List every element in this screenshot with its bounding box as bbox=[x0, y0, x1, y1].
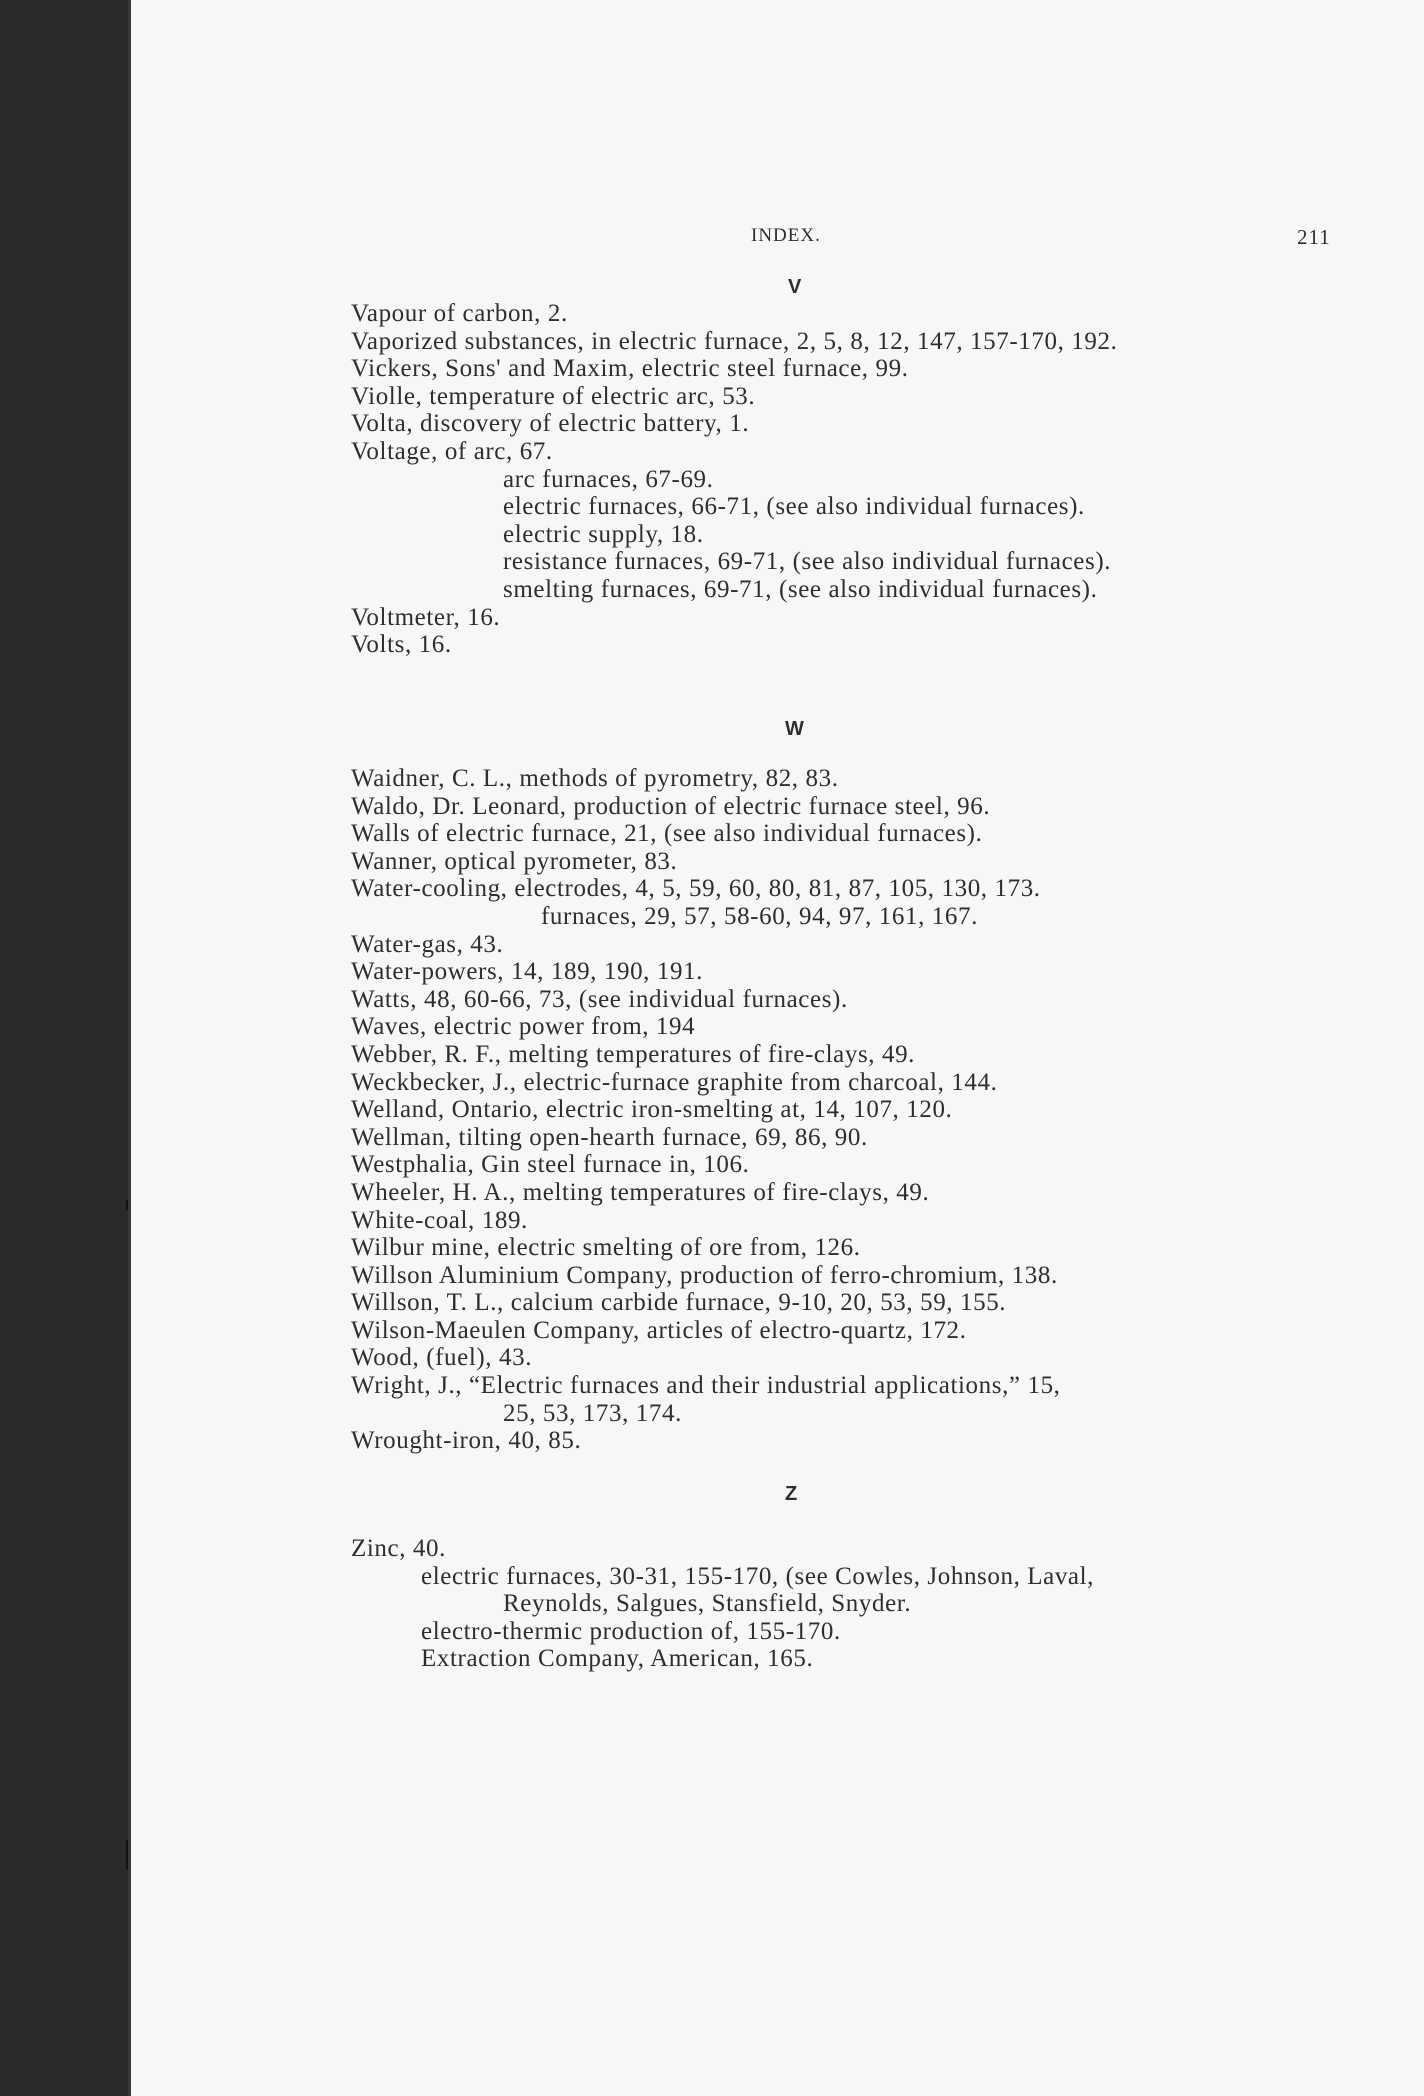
index-subentry: smelting furnaces, 69-71, (see also individual furnaces). bbox=[503, 575, 1098, 603]
index-entry: Wheeler, H. A., melting temperatures of fire-clays, 49. bbox=[351, 1178, 930, 1206]
index-subentry: electric supply, 18. bbox=[503, 520, 704, 548]
index-entry: Watts, 48, 60-66, 73, (see individual furnaces). bbox=[351, 985, 848, 1013]
page-number: 211 bbox=[1297, 225, 1331, 249]
index-subentry: resistance furnaces, 69-71, (see also individual furnaces). bbox=[503, 548, 1112, 576]
section-letter-v: V bbox=[788, 276, 802, 298]
index-subentry: electric furnaces, 66-71, (see also individual furnaces). bbox=[503, 493, 1085, 521]
index-entry: White-coal, 189. bbox=[351, 1206, 528, 1234]
index-entry: Voltage, of arc, 67. bbox=[351, 437, 553, 465]
index-subentry: Extraction Company, American, 165. bbox=[421, 1645, 814, 1672]
index-section-w bbox=[351, 765, 1371, 1455]
section-letter-z: Z bbox=[785, 1483, 798, 1505]
index-section-z bbox=[351, 1535, 1371, 1673]
index-entry: Wilbur mine, electric smelting of ore from, 126. bbox=[351, 1234, 861, 1262]
index-entry: Water-gas, 43. bbox=[351, 930, 504, 958]
index-entry: Weckbecker, J., electric-furnace graphite from charcoal, 144. bbox=[351, 1068, 998, 1096]
index-entry: Voltmeter, 16. bbox=[351, 603, 501, 631]
index-entry: Wood, (fuel), 43. bbox=[351, 1344, 533, 1372]
index-entry: Wilson-Maeulen Company, articles of electro-quartz, 172. bbox=[351, 1316, 967, 1344]
index-entry: Waldo, Dr. Leonard, production of electric furnace steel, 96. bbox=[351, 792, 991, 820]
index-entry: Vaporized substances, in electric furnace, 2, 5, 8, 12, 147, 157-170, 192. bbox=[351, 327, 1118, 355]
index-entry: Wrought-iron, 40, 85. bbox=[351, 1427, 582, 1455]
index-entry: Willson, T. L., calcium carbide furnace, 9-10, 20, 53, 59, 155. bbox=[351, 1289, 1007, 1317]
index-entry: Zinc, 40. bbox=[351, 1535, 446, 1562]
index-subentry: Reynolds, Salgues, Stansfield, Snyder. bbox=[503, 1590, 912, 1617]
index-subentry: electric furnaces, 30-31, 155-170, (see Cowles, Johnson, Laval, bbox=[421, 1562, 1095, 1590]
page-header bbox=[131, 225, 1424, 255]
index-entry: Welland, Ontario, electric iron-smelting at, 14, 107, 120. bbox=[351, 1096, 953, 1124]
index-entry: Waves, electric power from, 194 bbox=[351, 1013, 696, 1041]
index-entry: Wanner, optical pyrometer, 83. bbox=[351, 847, 678, 875]
index-entry: Wright, J., “Electric furnaces and their industrial applications,” 15, bbox=[351, 1372, 1061, 1400]
index-entry: Volta, discovery of electric battery, 1. bbox=[351, 410, 750, 438]
index-entry: Wellman, tilting open-hearth furnace, 69, 86, 90. bbox=[351, 1123, 868, 1151]
index-section-v bbox=[351, 300, 1371, 659]
section-letter-w: W bbox=[785, 718, 804, 740]
index-entry: Water-powers, 14, 189, 190, 191. bbox=[351, 958, 704, 986]
index-subentry: electro-thermic production of, 155-170. bbox=[421, 1617, 841, 1645]
index-entry: Vapour of carbon, 2. bbox=[351, 300, 568, 327]
index-entry: Walls of electric furnace, 21, (see also individual furnaces). bbox=[351, 820, 983, 848]
index-entry: Violle, temperature of electric arc, 53. bbox=[351, 382, 756, 410]
index-entry: Volts, 16. bbox=[351, 631, 452, 659]
index-entry: Webber, R. F., melting temperatures of fire-clays, 49. bbox=[351, 1040, 916, 1068]
book-page bbox=[128, 0, 1424, 2096]
index-entry: Vickers, Sons' and Maxim, electric steel furnace, 99. bbox=[351, 355, 909, 383]
index-entry: Westphalia, Gin steel furnace in, 106. bbox=[351, 1151, 750, 1179]
index-entry: Willson Aluminium Company, production of ferro-chromium, 138. bbox=[351, 1261, 1058, 1289]
index-subentry: arc furnaces, 67-69. bbox=[503, 465, 714, 493]
index-subentry: furnaces, 29, 57, 58-60, 94, 97, 161, 167. bbox=[541, 902, 978, 930]
index-subentry: 25, 53, 173, 174. bbox=[503, 1399, 682, 1427]
index-entry: Water-cooling, electrodes, 4, 5, 59, 60, 80, 81, 87, 105, 130, 173. bbox=[351, 875, 1041, 903]
index-entry: Waidner, C. L., methods of pyrometry, 82, 83. bbox=[351, 765, 839, 792]
running-title: INDEX. bbox=[751, 225, 821, 246]
